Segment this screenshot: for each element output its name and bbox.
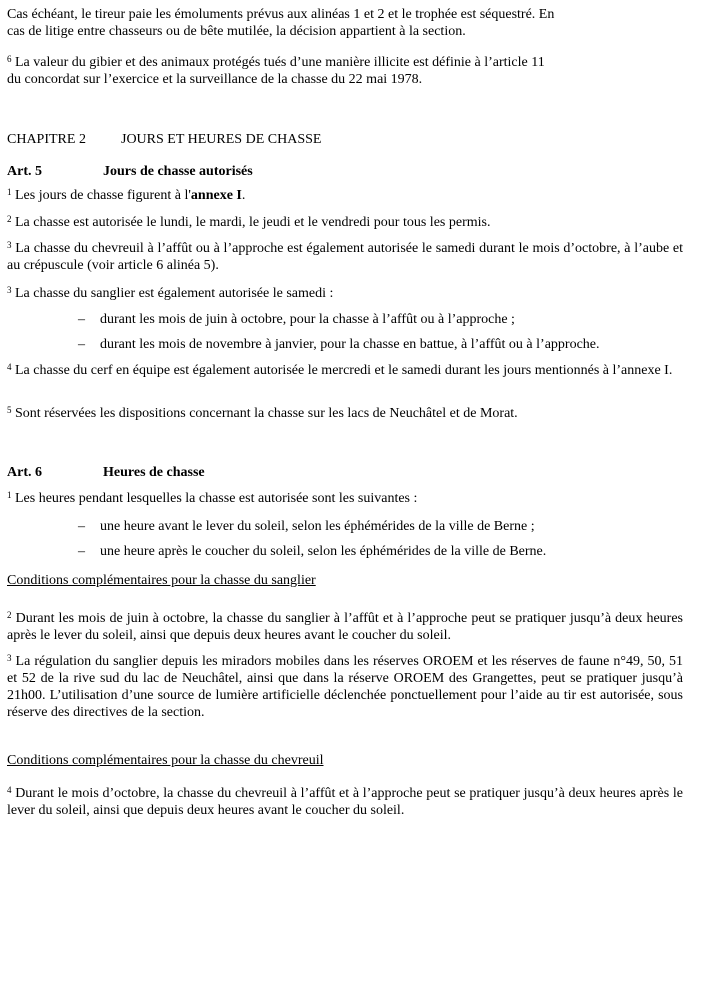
sanglier-subheading: Conditions complémentaires pour la chasse du sanglier — [7, 573, 316, 588]
art6-paragraph-4 — [7, 785, 683, 819]
paragraph-number: 4 — [7, 785, 12, 795]
dash-marker: – — [78, 312, 85, 327]
intro-line: du concordat sur l’exercice et la surveillance de la chasse du 22 mai 1978. — [7, 72, 423, 87]
article-title: Heures de chasse — [103, 465, 205, 480]
bullet-item — [78, 336, 688, 353]
chapter-number: CHAPITRE 2 — [7, 132, 86, 147]
paragraph-number: 3 — [7, 653, 12, 663]
article-title: Jours de chasse autorisés — [103, 164, 253, 179]
intro-line: Cas échéant, le tireur paie les émoluments prévus aux alinéas 1 et 2 et le trophée est séquestré. En — [7, 7, 555, 22]
intro-paragraph-6 — [7, 54, 683, 88]
chevreuil-subheading: Conditions complémentaires pour la chasse du chevreuil — [7, 753, 324, 768]
bullet-text: durant les mois de juin à octobre, pour la chasse à l’affût ou à l’approche ; — [100, 312, 515, 327]
article-5-heading — [7, 163, 683, 180]
dash-marker: – — [78, 519, 85, 534]
paragraph-number: 3 — [7, 240, 12, 250]
intro-paragraph — [7, 6, 683, 40]
paragraph-number: 1 — [7, 490, 12, 500]
paragraph-number: 3 — [7, 285, 12, 295]
bullet-item — [78, 543, 688, 560]
intro-line: cas de litige entre chasseurs ou de bête mutilée, la décision appartient à la section. — [7, 24, 466, 39]
art5-paragraph-5 — [7, 405, 683, 422]
paragraph-number: 1 — [7, 187, 12, 197]
art6-paragraph-3 — [7, 653, 683, 721]
chapter-title: JOURS ET HEURES DE CHASSE — [121, 132, 322, 147]
art5-paragraph-2 — [7, 214, 683, 231]
paragraph-number: 2 — [7, 214, 12, 224]
paragraph-text: La chasse du sanglier est également autorisée le samedi : — [15, 286, 334, 301]
article-number: Art. 5 — [7, 164, 42, 179]
art6-paragraph-1 — [7, 490, 683, 507]
art6-paragraph-2 — [7, 610, 683, 644]
paragraph-text: La régulation du sanglier depuis les miradors mobiles dans les réserves OROEM et les réserves de faune n°49, 50, 51 et 52 de la rive sud du lac de Neuchâtel, ainsi que dans la réserve OROEM des Grangettes, peut se pratiquer jusqu’à 21h00. L’utilisation d’une source de lumière artificielle déclenchée ponctuellement pour l’aide au tir est autorisée, sous réserve des directives de la section. — [7, 654, 683, 720]
article-number: Art. 6 — [7, 465, 42, 480]
paragraph-number: 4 — [7, 362, 12, 372]
paragraph-number: 6 — [7, 54, 12, 64]
annex-reference: annexe I — [190, 188, 242, 203]
paragraph-text: La chasse est autorisée le lundi, le mardi, le jeudi et le vendredi pour tous les permis. — [15, 215, 491, 230]
dash-marker: – — [78, 544, 85, 559]
paragraph-text: . — [241, 188, 246, 203]
paragraph-text: Sont réservées les dispositions concernant la chasse sur les lacs de Neuchâtel et de Morat. — [15, 406, 518, 421]
article-6-heading — [7, 464, 683, 481]
art5-paragraph-1 — [7, 187, 683, 204]
paragraph-text: Les heures pendant lesquelles la chasse est autorisée sont les suivantes : — [15, 491, 418, 506]
chapter-heading — [7, 131, 683, 148]
bullet-item — [78, 311, 688, 328]
bullet-text: une heure après le coucher du soleil, selon les éphémérides de la ville de Berne. — [100, 544, 547, 559]
art5-paragraph-4 — [7, 362, 683, 379]
paragraph-text: La chasse du cerf en équipe est également autorisée le mercredi et le samedi durant les jours mentionnés à l’annexe I. — [15, 363, 673, 378]
art5-paragraph-3b — [7, 285, 683, 302]
paragraph-text: Durant les mois de juin à octobre, la chasse du sanglier à l’affût et à l’approche peut se pratiquer jusqu’à deux heures après le lever du soleil, ainsi que depuis deux heures avant le coucher du soleil. — [7, 611, 684, 643]
paragraph-text: La chasse du chevreuil à l’affût ou à l’approche est également autorisée le samedi durant le mois d’octobre, à l’aube et au crépuscule (voir article 6 alinéa 5). — [7, 241, 683, 273]
bullet-text: durant les mois de novembre à janvier, pour la chasse en battue, à l’affût ou à l’approche. — [100, 337, 600, 352]
paragraph-number: 2 — [7, 610, 12, 620]
paragraph-text: Durant le mois d’octobre, la chasse du chevreuil à l’affût et à l’approche peut se pratiquer jusqu’à deux heures après le lever du soleil, ainsi que depuis deux heures avant le coucher du soleil. — [7, 786, 683, 818]
paragraph-text: Les jours de chasse figurent à l' — [15, 188, 191, 203]
bullet-text: une heure avant le lever du soleil, selon les éphémérides de la ville de Berne ; — [100, 519, 535, 534]
art5-paragraph-3 — [7, 240, 683, 274]
bullet-item — [78, 518, 688, 535]
paragraph-number: 5 — [7, 405, 12, 415]
intro-line: La valeur du gibier et des animaux protégés tués d’une manière illicite est définie à l’article 11 — [15, 55, 545, 70]
dash-marker: – — [78, 337, 85, 352]
